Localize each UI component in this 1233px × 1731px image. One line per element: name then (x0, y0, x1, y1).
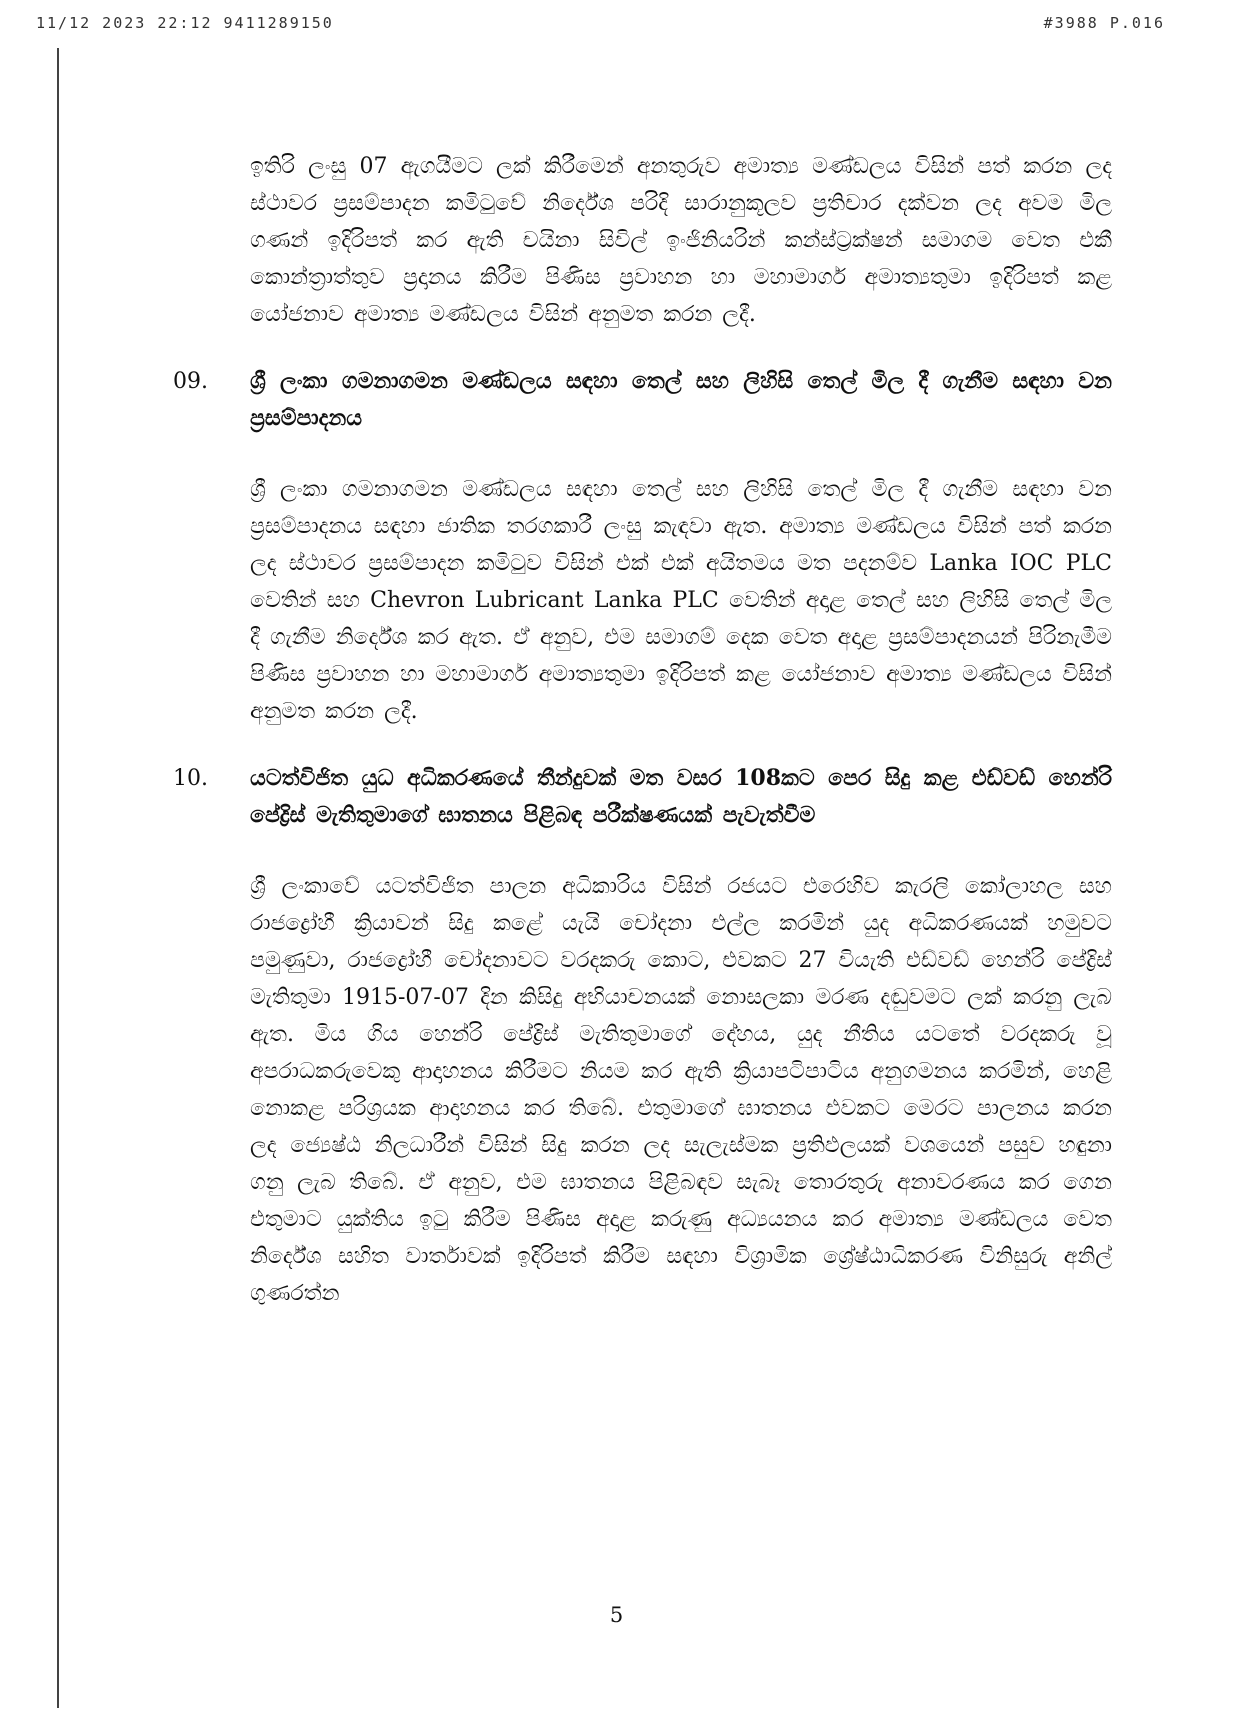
fax-page-reference: #3988 P.016 (1043, 14, 1165, 32)
scan-margin-line (57, 48, 59, 1708)
intro-paragraph: ඉතිරි ලංසු 07 ඇගයීමට ලක් කිරීමෙන් අනතුරුව අමාත්‍ය මණ්ඩලය විසින් පත් කරන ලද ස්ථාවර ප්‍රසම්පාදන කමිටුවේ නිර්දේශ පරිදි සාරානුකූලව ප්‍රතිචාර දක්වන ලද අවම මිල ගණන් ඉදිරිපත් කර ඇති චයිනා සිවිල් ඉංජිනියරින් කන්ස්ට්‍රක්ෂන් සමාගම වෙත එකී කොන්ත්‍රාත්තුව ප්‍රදානය කිරීම පිණිස ප්‍රවාහන හා මහාමාර්ග අමාත්‍යතුමා ඉදිරිපත් කළ යෝජනාව අමාත්‍ය මණ්ඩලය විසින් අනුමත කරන ලදී. (250, 154, 1112, 327)
fax-header (36, 10, 1165, 34)
agenda-item-09 (170, 363, 1115, 730)
item-number: 09. (173, 369, 208, 394)
item-body: ශ්‍රී ලංකාවේ යටත්විජිත පාලන අධිකාරිය විසින් රජයට එරෙහිව කැරලි කෝලාහල සහ රාජද්‍රෝහී ක්‍රියාවන් සිදු කළේ යැයි චෝදනා එල්ල කරමින් යුද අධිකරණයක් හමුවට පමුණුවා, රාජද්‍රෝහී චෝදනාවට වරදකරු කොට, එවකට 27 වියැති එඩ්වඩ් හෙන්රි පේද්‍රිස් මැතිතුමා 1915-07-07 දින කිසිදු අභියාචනයක් නොසලකා මරණ දඬුවමට ලක් කරනු ලැබ ඇත. මිය ගිය හෙන්රි පේද්‍රිස් මැතිතුමාගේ දේහය, යුද නීතිය යටතේ වරදකරු වූ අපරාධකරුවෙකු ආදාහනය කිරීමට නියම කර ඇති ක්‍රියාපටිපාටිය අනුගමනය කරමින්, හෙළි නොකළ පරිශ්‍රයක ආදාහනය කර තිබේ. එතුමාගේ ඝාතනය එවකට මෙරට පාලනය කරන ලද ජ්‍යෙෂ්ඨ නිලධාරීන් විසින් සිදු කරන ලද සැලැස්මක ප්‍රතිඵලයක් වශයෙන් පසුව හඳුනා ගනු ලැබ තිබේ. ඒ අනුව, එම ඝාතනය පිළිබඳව සැබෑ තොරතුරු අනාවරණය කර ගෙන එතුමාට යුක්තිය ඉටු කිරීම පිණිස අදාළ කරුණු අධ්‍යයනය කර අමාත්‍ය මණ්ඩලය වෙත නිර්දේශ සහිත වාර්තාවක් ඉදිරිපත් කිරීම සඳහා විශ්‍රාමික ශ්‍රේෂ්ඨාධිකරණ විනිසුරු අනිල් ගුණරත්න (250, 874, 1112, 1306)
item-title: ශ්‍රී ලංකා ගමනාගමන මණ්ඩලය සඳහා තෙල් සහ ලිහිසි තෙල් මිල දී ගැනීම සඳහා වන ප්‍රසම්පාදනය (250, 368, 1112, 431)
item-body: ශ්‍රී ලංකා ගමනාගමන මණ්ඩලය සඳහා තෙල් සහ ලිහිසි තෙල් මිල දී ගැනීම සඳහා වන ප්‍රසම්පාදනය සඳහා ජාතික තරගකාරී ලංසු කැඳවා ඇත. අමාත්‍ය මණ්ඩලය විසින් පත් කරන ලද ස්ථාවර ප්‍රසම්පාදන කමිටුව විසින් එක් එක් අයිතමය මත පදනම්ව Lanka IOC PLC වෙතින් සහ Chevron Lubricant Lanka PLC වෙතින් අදාළ තෙල් සහ ලිහිසි තෙල් මිල දී ගැනීම නිර්දේශ කර ඇත. ඒ අනුව, එම සමාගම් දෙක වෙත අදාළ ප්‍රසම්පාදනයන් පිරිනැමීම පිණිස ප්‍රවාහන හා මහාමාර්ග අමාත්‍යතුමා ඉදිරිපත් කළ යෝජනාව අමාත්‍ය මණ්ඩලය විසින් අනුමත කරන ලදී. (250, 477, 1112, 724)
document-body (170, 148, 1115, 1312)
item-number: 10. (173, 766, 208, 791)
agenda-item-10 (170, 760, 1115, 1312)
fax-date-time-number: 11/12 2023 22:12 9411289150 (36, 14, 334, 32)
page-number: 5 (609, 1603, 624, 1627)
item-title: යටත්විජිත යුධ අධිකරණයේ තීන්දුවක් මත වසර 108කට පෙර සිදු කළ එඩ්වඩ් හෙන්රි පේද්‍රිස් මැතිතුමාගේ ඝාතනය පිළිබඳ පරීක්ෂණයක් පැවැත්වීම (250, 765, 1112, 828)
